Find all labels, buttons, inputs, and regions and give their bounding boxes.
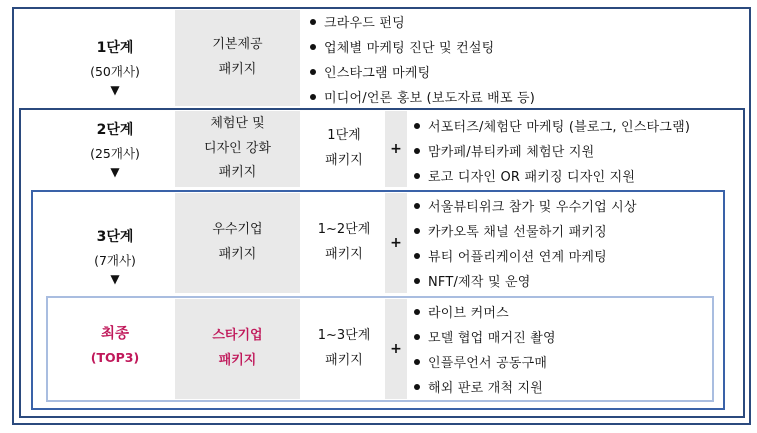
- stage-name: 최종: [100, 326, 129, 342]
- package-line: 패키지: [218, 62, 257, 77]
- list-item: 서포터즈/체험단 마케팅 (블로그, 인스타그램): [414, 113, 690, 138]
- stage-count: (50개사): [90, 63, 140, 79]
- list-item: 라이브 커머스: [414, 299, 556, 324]
- package-line: 스타기업: [212, 328, 263, 344]
- bullet-icon: [414, 173, 420, 179]
- final-stage-previous-package: [305, 299, 383, 399]
- bullet-icon: [414, 123, 420, 129]
- bullet-icon: [310, 94, 316, 100]
- previous-line: 1~2단계: [317, 222, 371, 238]
- final-stage-benefits: [414, 299, 556, 399]
- bullet-icon: [414, 384, 420, 390]
- previous-line: 패키지: [325, 153, 363, 168]
- stage-count: (TOP3): [90, 350, 140, 366]
- list-item: 미디어/언론 홍보 (보도자료 배포 등): [310, 84, 535, 109]
- stage-3-label: [60, 225, 170, 288]
- list-item: 인플루언서 공동구매: [414, 349, 556, 374]
- list-item: 인스타그램 마케팅: [310, 59, 535, 84]
- bullet-icon: [310, 44, 316, 50]
- bullet-icon: [414, 309, 420, 315]
- list-item: 카카오톡 채널 선물하기 패키징: [414, 218, 637, 243]
- bullet-icon: [310, 19, 316, 25]
- down-arrow-icon: ▼: [110, 83, 120, 98]
- list-item: 서울뷰티위크 참가 및 우수기업 시상: [414, 193, 637, 218]
- bullet-icon: [414, 203, 420, 209]
- stage-3-previous-package: [305, 193, 383, 293]
- previous-line: 패키지: [325, 353, 363, 368]
- stage-2-previous-package: [305, 111, 383, 187]
- bullet-icon: [414, 148, 420, 154]
- list-item: NFT/제작 및 운영: [414, 268, 637, 293]
- bullet-icon: [414, 228, 420, 234]
- list-item: 업체별 마케팅 진단 및 컨설팅: [310, 34, 535, 59]
- list-item: 로고 디자인 OR 패키징 디자인 지원: [414, 163, 690, 188]
- plus-icon: +: [385, 111, 407, 187]
- list-item: 크라우드 펀딩: [310, 9, 535, 34]
- stage-3-benefits: [414, 193, 637, 293]
- package-line: 패키지: [218, 165, 257, 181]
- list-item: 모델 협업 매거진 촬영: [414, 324, 556, 349]
- stage-2-package: [175, 111, 300, 187]
- plus-icon: +: [385, 299, 407, 399]
- stage-3-package: [175, 193, 300, 293]
- package-line: 체험단 및: [210, 115, 265, 131]
- stage-1-package: [175, 10, 300, 106]
- package-line: 디자인 강화: [204, 140, 271, 156]
- plus-icon: +: [385, 193, 407, 293]
- stage-name: 1단계: [96, 40, 134, 56]
- stage-1-benefits: [310, 9, 535, 109]
- stage-name: 3단계: [96, 229, 134, 245]
- down-arrow-icon: ▼: [110, 272, 120, 287]
- stage-name: 2단계: [96, 122, 134, 138]
- list-item: 맘카페/뷰티카페 체험단 지원: [414, 138, 690, 163]
- bullet-icon: [414, 334, 420, 340]
- stage-2-benefits: [414, 113, 690, 188]
- package-line: 기본제공: [212, 37, 263, 53]
- bullet-icon: [310, 69, 316, 75]
- stage-1-label: [60, 36, 170, 99]
- list-item: 뷰티 어플리케이션 연계 마케팅: [414, 243, 637, 268]
- stage-2-label: [60, 118, 170, 181]
- stage-count: (25개사): [90, 145, 140, 161]
- previous-line: 1~3단계: [317, 328, 371, 344]
- previous-line: 패키지: [325, 247, 363, 262]
- final-stage-package: [175, 299, 300, 399]
- stage-count: (7개사): [94, 252, 136, 268]
- previous-line: 1단계: [327, 128, 361, 144]
- list-item: 해외 판로 개척 지원: [414, 374, 556, 399]
- package-line: 우수기업: [212, 222, 263, 238]
- package-line: 패키지: [218, 353, 257, 368]
- bullet-icon: [414, 359, 420, 365]
- down-arrow-icon: ▼: [110, 165, 120, 180]
- final-stage-label: [60, 322, 170, 369]
- package-line: 패키지: [218, 247, 257, 262]
- bullet-icon: [414, 253, 420, 259]
- bullet-icon: [414, 278, 420, 284]
